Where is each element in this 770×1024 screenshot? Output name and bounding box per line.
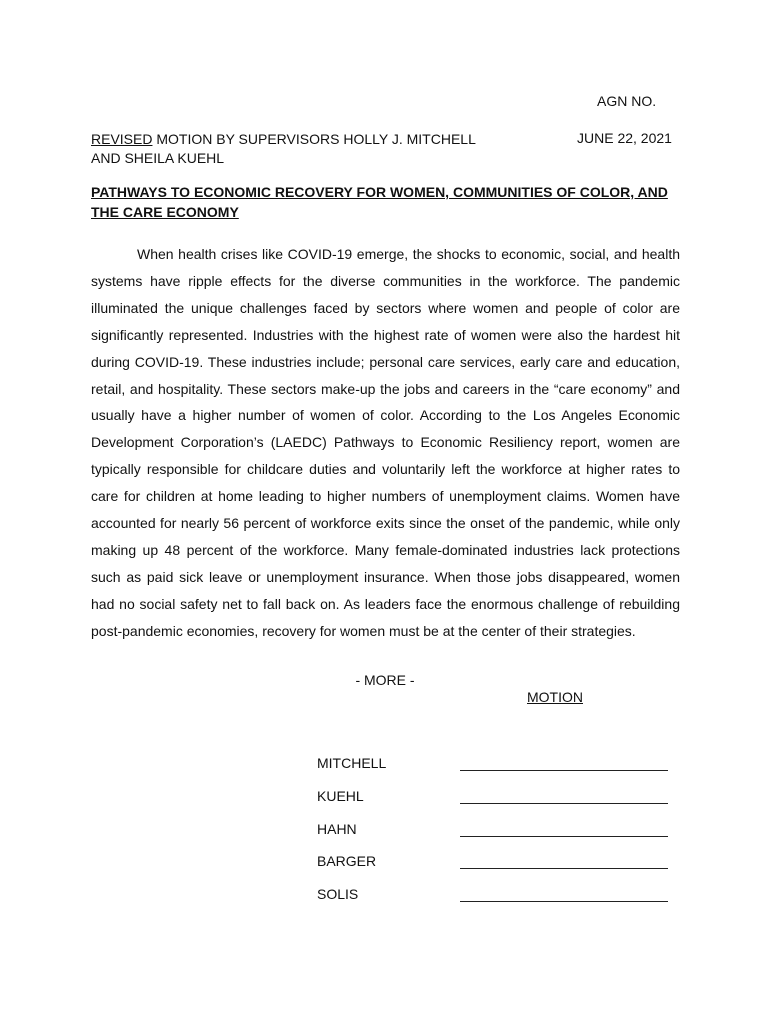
document-title: PATHWAYS TO ECONOMIC RECOVERY FOR WOMEN, COMMUNITIES OF COLOR, AND THE CARE ECONOMY (91, 184, 668, 220)
vote-name-barger: BARGER (317, 853, 377, 869)
motion-sponsors-line1: MOTION BY SUPERVISORS HOLLY J. MITCHELL (152, 131, 476, 147)
vote-name-kuehl: KUEHL (317, 788, 364, 804)
motion-sponsors-line2: AND SHEILA KUEHL (91, 150, 225, 166)
revised-label: REVISED (91, 131, 153, 147)
vote-line-hahn (460, 836, 668, 837)
vote-name-solis: SOLIS (317, 886, 359, 902)
motion-date: JUNE 22, 2021 (577, 130, 672, 146)
vote-name-mitchell: MITCHELL (317, 755, 387, 771)
vote-line-solis (460, 901, 668, 902)
body-paragraph: When health crises like COVID-19 emerge, the shocks to economic, social, and health systems have ripple effects for the diverse communities in the workforce. The pandemic illuminated the unique challenges faced by sectors where women and people of color are significantly represented. Industries with the highest rate of women were also the hardest hit during COVID-19. These industries include; personal care services, early care and education, retail, and hospitality. These sectors make-up the jobs and careers in the “care economy” and usually have a higher number of women of color. According to the Los Angeles Economic Development Corporation’s (LAEDC) Pathways to Economic Resiliency report, women are typically responsible for childcare duties and voluntarily left the workforce at higher rates to care for children at home leading to higher numbers of unemployment claims. Women have accounted for nearly 56 percent of workforce exits since the onset of the pandemic, while only making up 48 percent of the workforce. Many female-dominated industries lack protections such as paid sick leave or unemployment insurance. When those jobs disappeared, women had no social safety net to fall back on. As leaders face the enormous challenge of rebuilding post-pandemic economies, recovery for women must be at the center of their strategies. (91, 246, 680, 639)
vote-line-mitchell (460, 770, 668, 771)
motion-label: MOTION (527, 689, 583, 705)
vote-line-kuehl (460, 803, 668, 804)
agenda-number-label: AGN NO. (597, 93, 657, 109)
vote-line-barger (460, 868, 668, 869)
motion-sponsors (91, 130, 531, 168)
more-indicator: - MORE - (355, 672, 415, 688)
vote-name-hahn: HAHN (317, 821, 357, 837)
